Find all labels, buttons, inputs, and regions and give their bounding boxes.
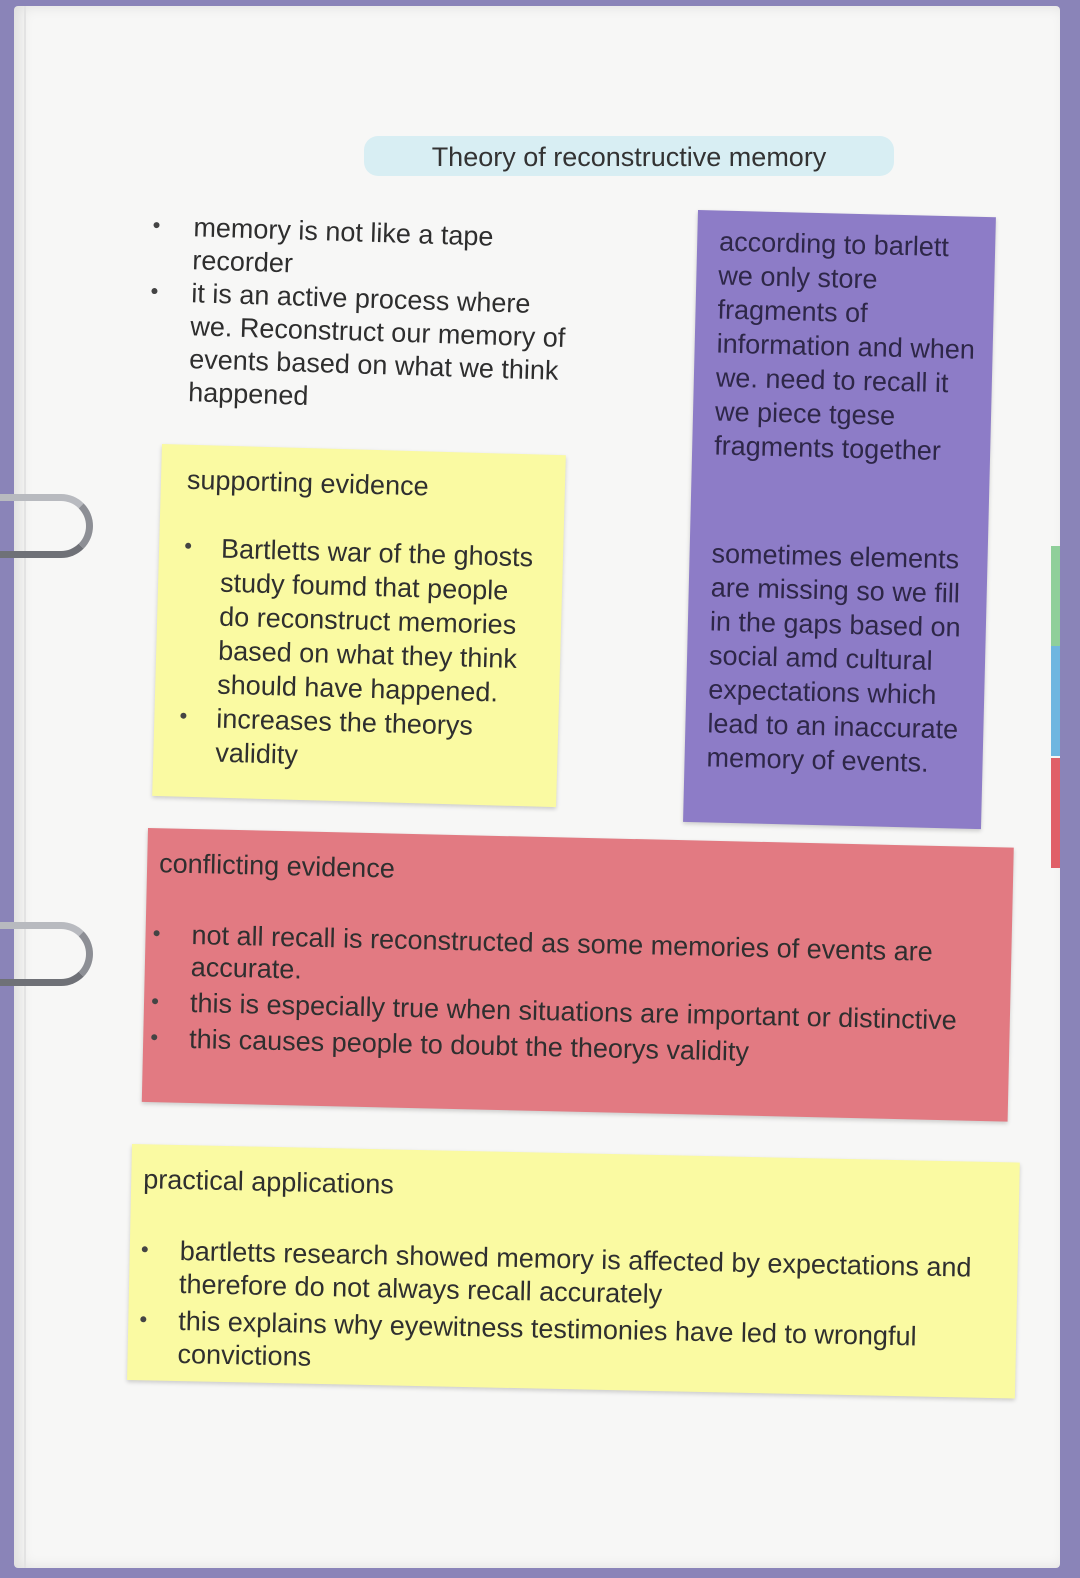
list-item: bartletts research showed memory is affected by expectations and therefore do not always recall accurately — [141, 1234, 1002, 1318]
side-note-paragraph-1: according to barlett we only store fragments of information and when we. need to recall it we piece tgese fragments together — [713, 226, 976, 467]
list-item: Bartletts war of the ghosts study foumd that people do reconstruct memories based on what they think should have happened. — [181, 531, 546, 711]
bullet-icon — [140, 1316, 146, 1322]
bullet-icon — [153, 222, 159, 228]
list-item: this explains why eyewitness testimonies have led to wrongful convictions — [139, 1304, 1000, 1388]
supporting-heading: supporting evidence — [186, 464, 430, 502]
page-edge-divider — [24, 6, 26, 1568]
list-item: this causes people to doubt the theorys validity — [151, 1022, 1002, 1073]
list-item: not all recall is reconstructed as some memories of events are accurate. — [153, 918, 1004, 1001]
barlett-side-note — [683, 210, 996, 829]
bullet-icon — [142, 1246, 148, 1252]
bullet-icon — [152, 998, 158, 1004]
bullet-icon — [180, 713, 186, 719]
list-item: memory is not like a tape recorder — [152, 210, 574, 289]
binder-ring-icon — [0, 494, 93, 558]
binder-ring-icon — [0, 922, 93, 986]
conflicting-heading: conflicting evidence — [158, 848, 396, 884]
side-note-paragraph-2: sometimes elements are missing so we fill in the gaps based on social amd cultural expectations which lead to an inaccurate memory of events. — [706, 538, 961, 778]
supporting-evidence-note — [152, 444, 566, 807]
divider-tab-blue — [1051, 646, 1060, 756]
bullet-icon — [154, 930, 160, 936]
page-title: Theory of reconstructive memory — [431, 142, 827, 172]
bullet-icon — [151, 1034, 157, 1040]
bullet-icon — [151, 288, 157, 294]
list-item: this is especially true when situations are important or distinctive — [152, 986, 1003, 1037]
list-item: it is an active process where we. Reconstruct our memory of events based on what we think happened — [148, 276, 572, 421]
title-highlight — [364, 136, 894, 176]
practical-applications-note — [127, 1144, 1020, 1399]
divider-tab-green — [1051, 546, 1060, 646]
bullet-icon — [185, 543, 191, 549]
notebook-page — [14, 6, 1060, 1568]
list-item: increases the theorys validity — [179, 701, 541, 779]
intro-notes — [148, 210, 574, 421]
practical-heading: practical applications — [142, 1164, 395, 1200]
divider-tab-red — [1051, 758, 1060, 868]
conflicting-evidence-note — [142, 828, 1014, 1122]
